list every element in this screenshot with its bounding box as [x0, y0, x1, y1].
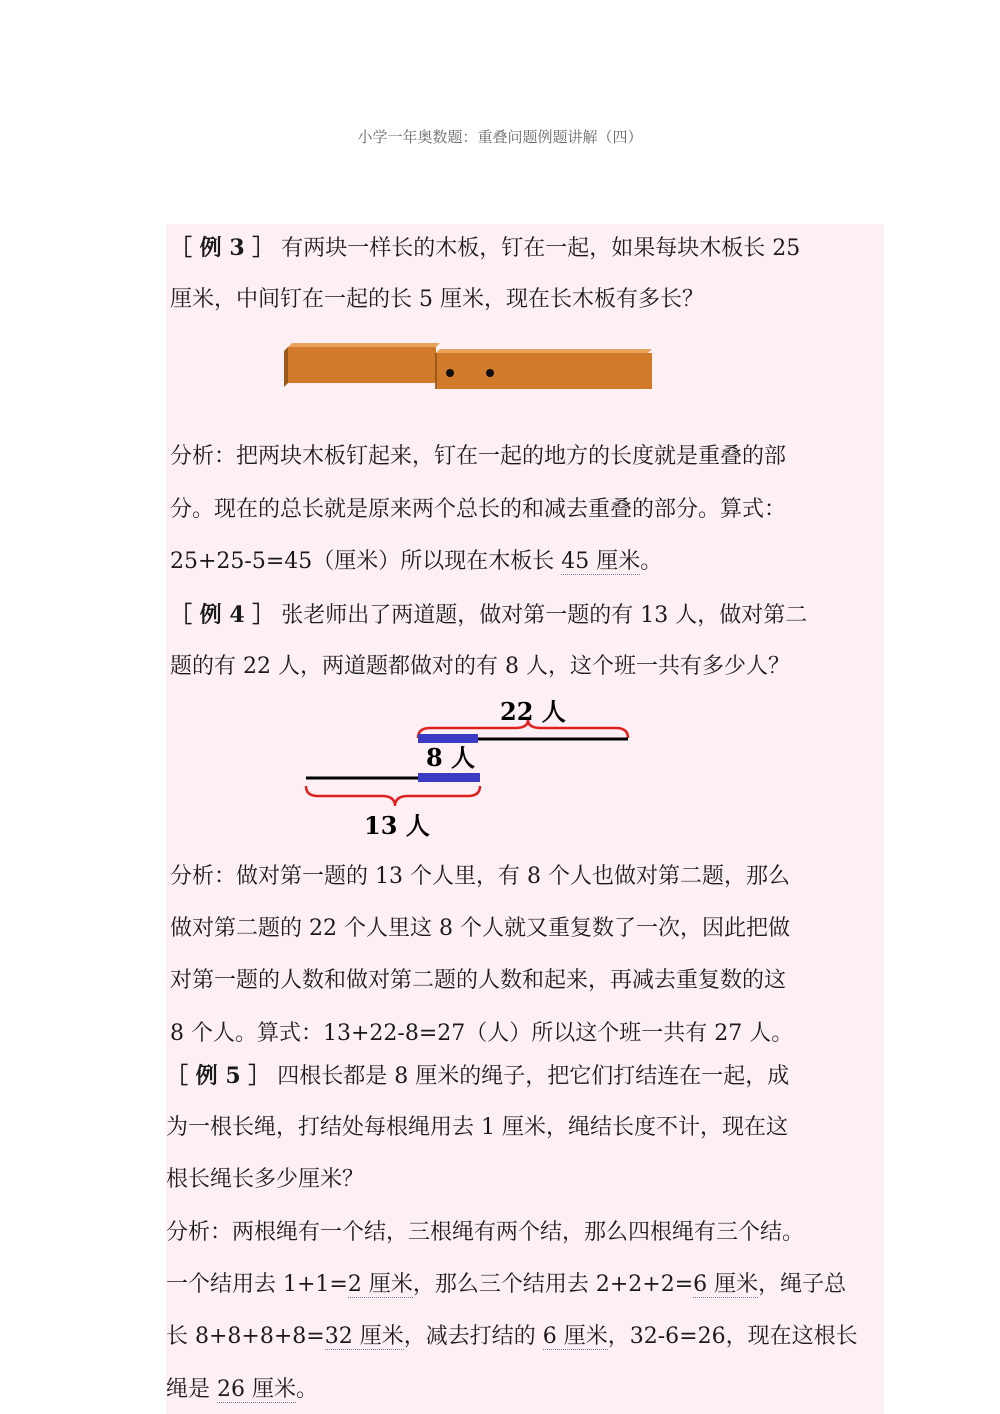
- example-5-analysis-text-3c: ，32-6=26，现在这根长: [607, 1324, 858, 1349]
- board-1-front: [288, 347, 436, 383]
- overlap-label: 8 人: [426, 743, 476, 772]
- page-header: 小学一年奥数题：重叠问题例题讲解（四）: [357, 128, 643, 146]
- example-3-analysis-text: 25+25-5=45（厘米）所以现在木板长: [170, 549, 562, 574]
- example-4-label: ［ 例 4 ］: [170, 602, 275, 628]
- example-3-analysis-line-1: 分析：把两块木板钉起来，钉在一起的地方的长度就是重叠的部: [170, 444, 787, 469]
- example-5-question-line-1: [166, 1061, 789, 1092]
- bottom-brace: [306, 786, 480, 806]
- overlap-diagram: [300, 696, 640, 842]
- example-4-analysis-line-3: 对第一题的人数和做对第二题的人数和起来，再减去重复数的这: [170, 968, 787, 993]
- nail-2: [486, 369, 494, 377]
- example-5-analysis-line-2: [166, 1270, 846, 1300]
- example-4-question-text-1: 张老师出了两道题，做对第一题的有 13 人，做对第二: [281, 603, 808, 628]
- board-2-top: [436, 349, 652, 353]
- example-5-value-32cm: 32 厘米: [324, 1324, 404, 1349]
- wooden-boards-illustration: [284, 343, 654, 391]
- example-4-analysis-line-2: 做对第二题的 22 个人里这 8 个人就又重复数了一次，因此把做: [170, 916, 790, 941]
- example-4-question-line-1: [170, 600, 807, 631]
- example-5-label: ［ 例 5 ］: [166, 1063, 271, 1089]
- example-4-analysis-line-4: 8 个人。算式：13+22-8=27（人）所以这个班一共有 27 人。: [170, 1021, 794, 1046]
- example-5-question-text-1: 四根长都是 8 厘米的绳子，把它们打结连在一起，成: [277, 1064, 790, 1089]
- example-5-analysis-text-2b: ，那么三个结用去 2+2+2=: [412, 1272, 694, 1297]
- example-5-answer: 26 厘米: [217, 1377, 296, 1402]
- example-4-analysis-line-1: 分析：做对第一题的 13 个人里，有 8 个人也做对第二题，那么: [170, 864, 790, 889]
- example-3-question-line-2: 厘米，中间钉在一起的长 5 厘米，现在长木板有多长？: [170, 287, 704, 312]
- top-segment-label: 22 人: [500, 697, 566, 726]
- example-3-answer: 45 厘米: [561, 549, 641, 574]
- bottom-segment-label: 13 人: [364, 811, 430, 840]
- example-4-question-line-2: 题的有 22 人，两道题都做对的有 8 人，这个班一共有多少人？: [170, 654, 790, 679]
- example-5-analysis-line-3: [166, 1322, 858, 1352]
- example-5-analysis-line-1: 分析：两根绳有一个结，三根绳有两个结，那么四根绳有三个结。: [166, 1220, 805, 1245]
- example-5-question-line-2: 为一根长绳，打结处每根绳用去 1 厘米，绳结长度不计，现在这: [166, 1115, 788, 1140]
- nail-1: [446, 369, 454, 377]
- bottom-overlap-bar: [418, 773, 480, 782]
- example-5-value-6cm-knots: 6 厘米: [542, 1324, 608, 1349]
- board-1-top: [288, 343, 440, 347]
- example-5-analysis-text-3b: ，减去打结的: [403, 1324, 543, 1349]
- example-3-analysis-line-2: 分。现在的总长就是原来两个总长的和减去重叠的部分。算式：: [170, 497, 787, 522]
- top-overlap-bar: [418, 734, 478, 743]
- example-5-question-line-3: 根长绳长多少厘米？: [166, 1167, 365, 1192]
- example-5-period: 。: [296, 1377, 319, 1402]
- example-5-value-6cm: 6 厘米: [693, 1272, 759, 1297]
- example-3-label: ［ 例 3 ］: [170, 235, 275, 261]
- example-5-analysis-text-3a: 长 8+8+8+8=: [166, 1324, 325, 1349]
- example-5-analysis-text-2a: 一个结用去 1+1=: [166, 1272, 348, 1297]
- example-3-question-text-1: 有两块一样长的木板，钉在一起，如果每块木板长 25: [281, 236, 801, 261]
- example-3-analysis-line-3: [170, 547, 662, 577]
- example-5-analysis-text-2c: ，绳子总: [758, 1272, 847, 1297]
- example-5-value-2cm: 2 厘米: [347, 1272, 413, 1297]
- board-2-front: [436, 353, 652, 389]
- example-3-question-line-1: [170, 233, 800, 264]
- example-5-analysis-text-4a: 绳是: [166, 1377, 217, 1402]
- example-3-period: 。: [640, 549, 663, 574]
- board-1-side: [284, 347, 288, 387]
- example-5-analysis-line-4: [166, 1375, 318, 1405]
